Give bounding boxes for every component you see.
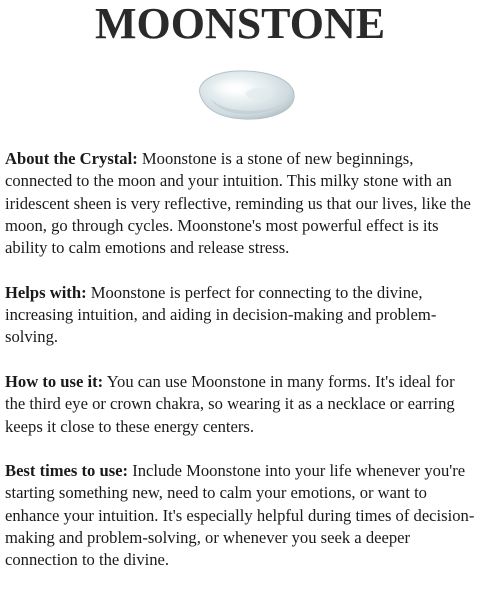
section-text: Include Moonstone into your life whenever you're starting something new, need to calm your emotions, or want to enhance your intuition. It's especially helpful during times of decision-making and problem-solving, or whenever you seek a deeper connection to the divine. <box>5 461 475 570</box>
description-content <box>5 148 477 594</box>
section-label: Best times to use: <box>5 461 129 481</box>
section-text: Moonstone is perfect for connecting to the divine, increasing intuition, and aiding in decision-making and problem-solving. <box>5 282 437 347</box>
section-how-to-use <box>5 371 477 438</box>
section-label: Helps with: <box>5 282 87 302</box>
moonstone-crystal-image <box>188 66 300 124</box>
section-text: You can use Moonstone in many forms. It's ideal for the third eye or crown chakra, so wearing it as a necklace or earring keeps it close to these energy centers. <box>5 371 455 436</box>
section-helps-with <box>5 282 477 349</box>
section-label: How to use it: <box>5 371 104 391</box>
section-label: About the Crystal: <box>5 149 138 168</box>
section-about <box>5 148 477 259</box>
section-text: Moonstone is a stone of new beginnings, connected to the moon and your intuition. This milky stone with an iridescent sheen is very reflective, reminding us that our lives, like the moon, go through cycles. Moonstone's most powerful effect is its ability to calm emotions and release stress. <box>5 149 471 258</box>
page-title: MOONSTONE <box>94 0 386 48</box>
section-best-times <box>5 460 477 571</box>
